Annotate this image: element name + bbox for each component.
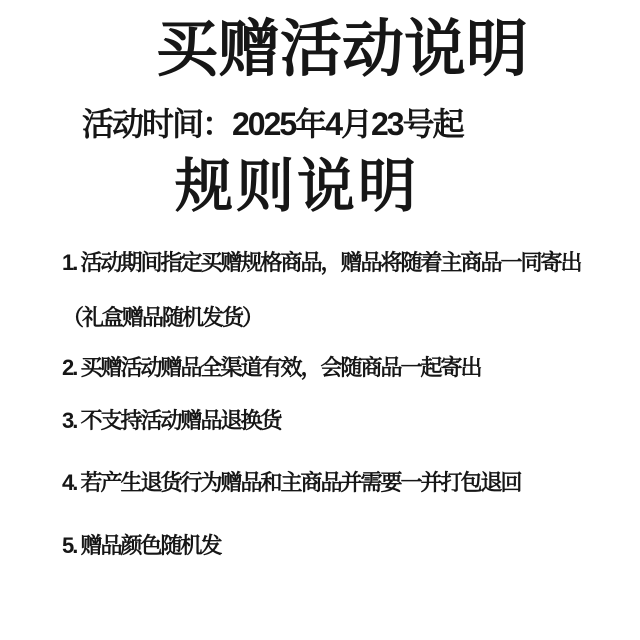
- activity-time-text: 活动时间：2025年4月23号起: [82, 106, 463, 142]
- rules-section-title: 规则说明: [174, 154, 419, 219]
- rule-item-4: 4. 若产生退货行为赠品和主商品并需要一并打包退回: [62, 470, 521, 495]
- rule-item-5: 5. 赠品颜色随机发: [62, 533, 221, 558]
- page-title: 买赠活动说明: [155, 15, 528, 84]
- rule-item-3: 3. 不支持活动赠品退换货: [62, 408, 281, 433]
- rule-item-2: 2. 买赠活动赠品全渠道有效，会随商品一起寄出: [62, 355, 481, 380]
- rule-item-1: 1. 活动期间指定买赠规格商品，赠品将随着主商品一同寄出: [62, 250, 581, 275]
- rule-item-1-note: （礼盒赠品随机发货）: [62, 305, 263, 330]
